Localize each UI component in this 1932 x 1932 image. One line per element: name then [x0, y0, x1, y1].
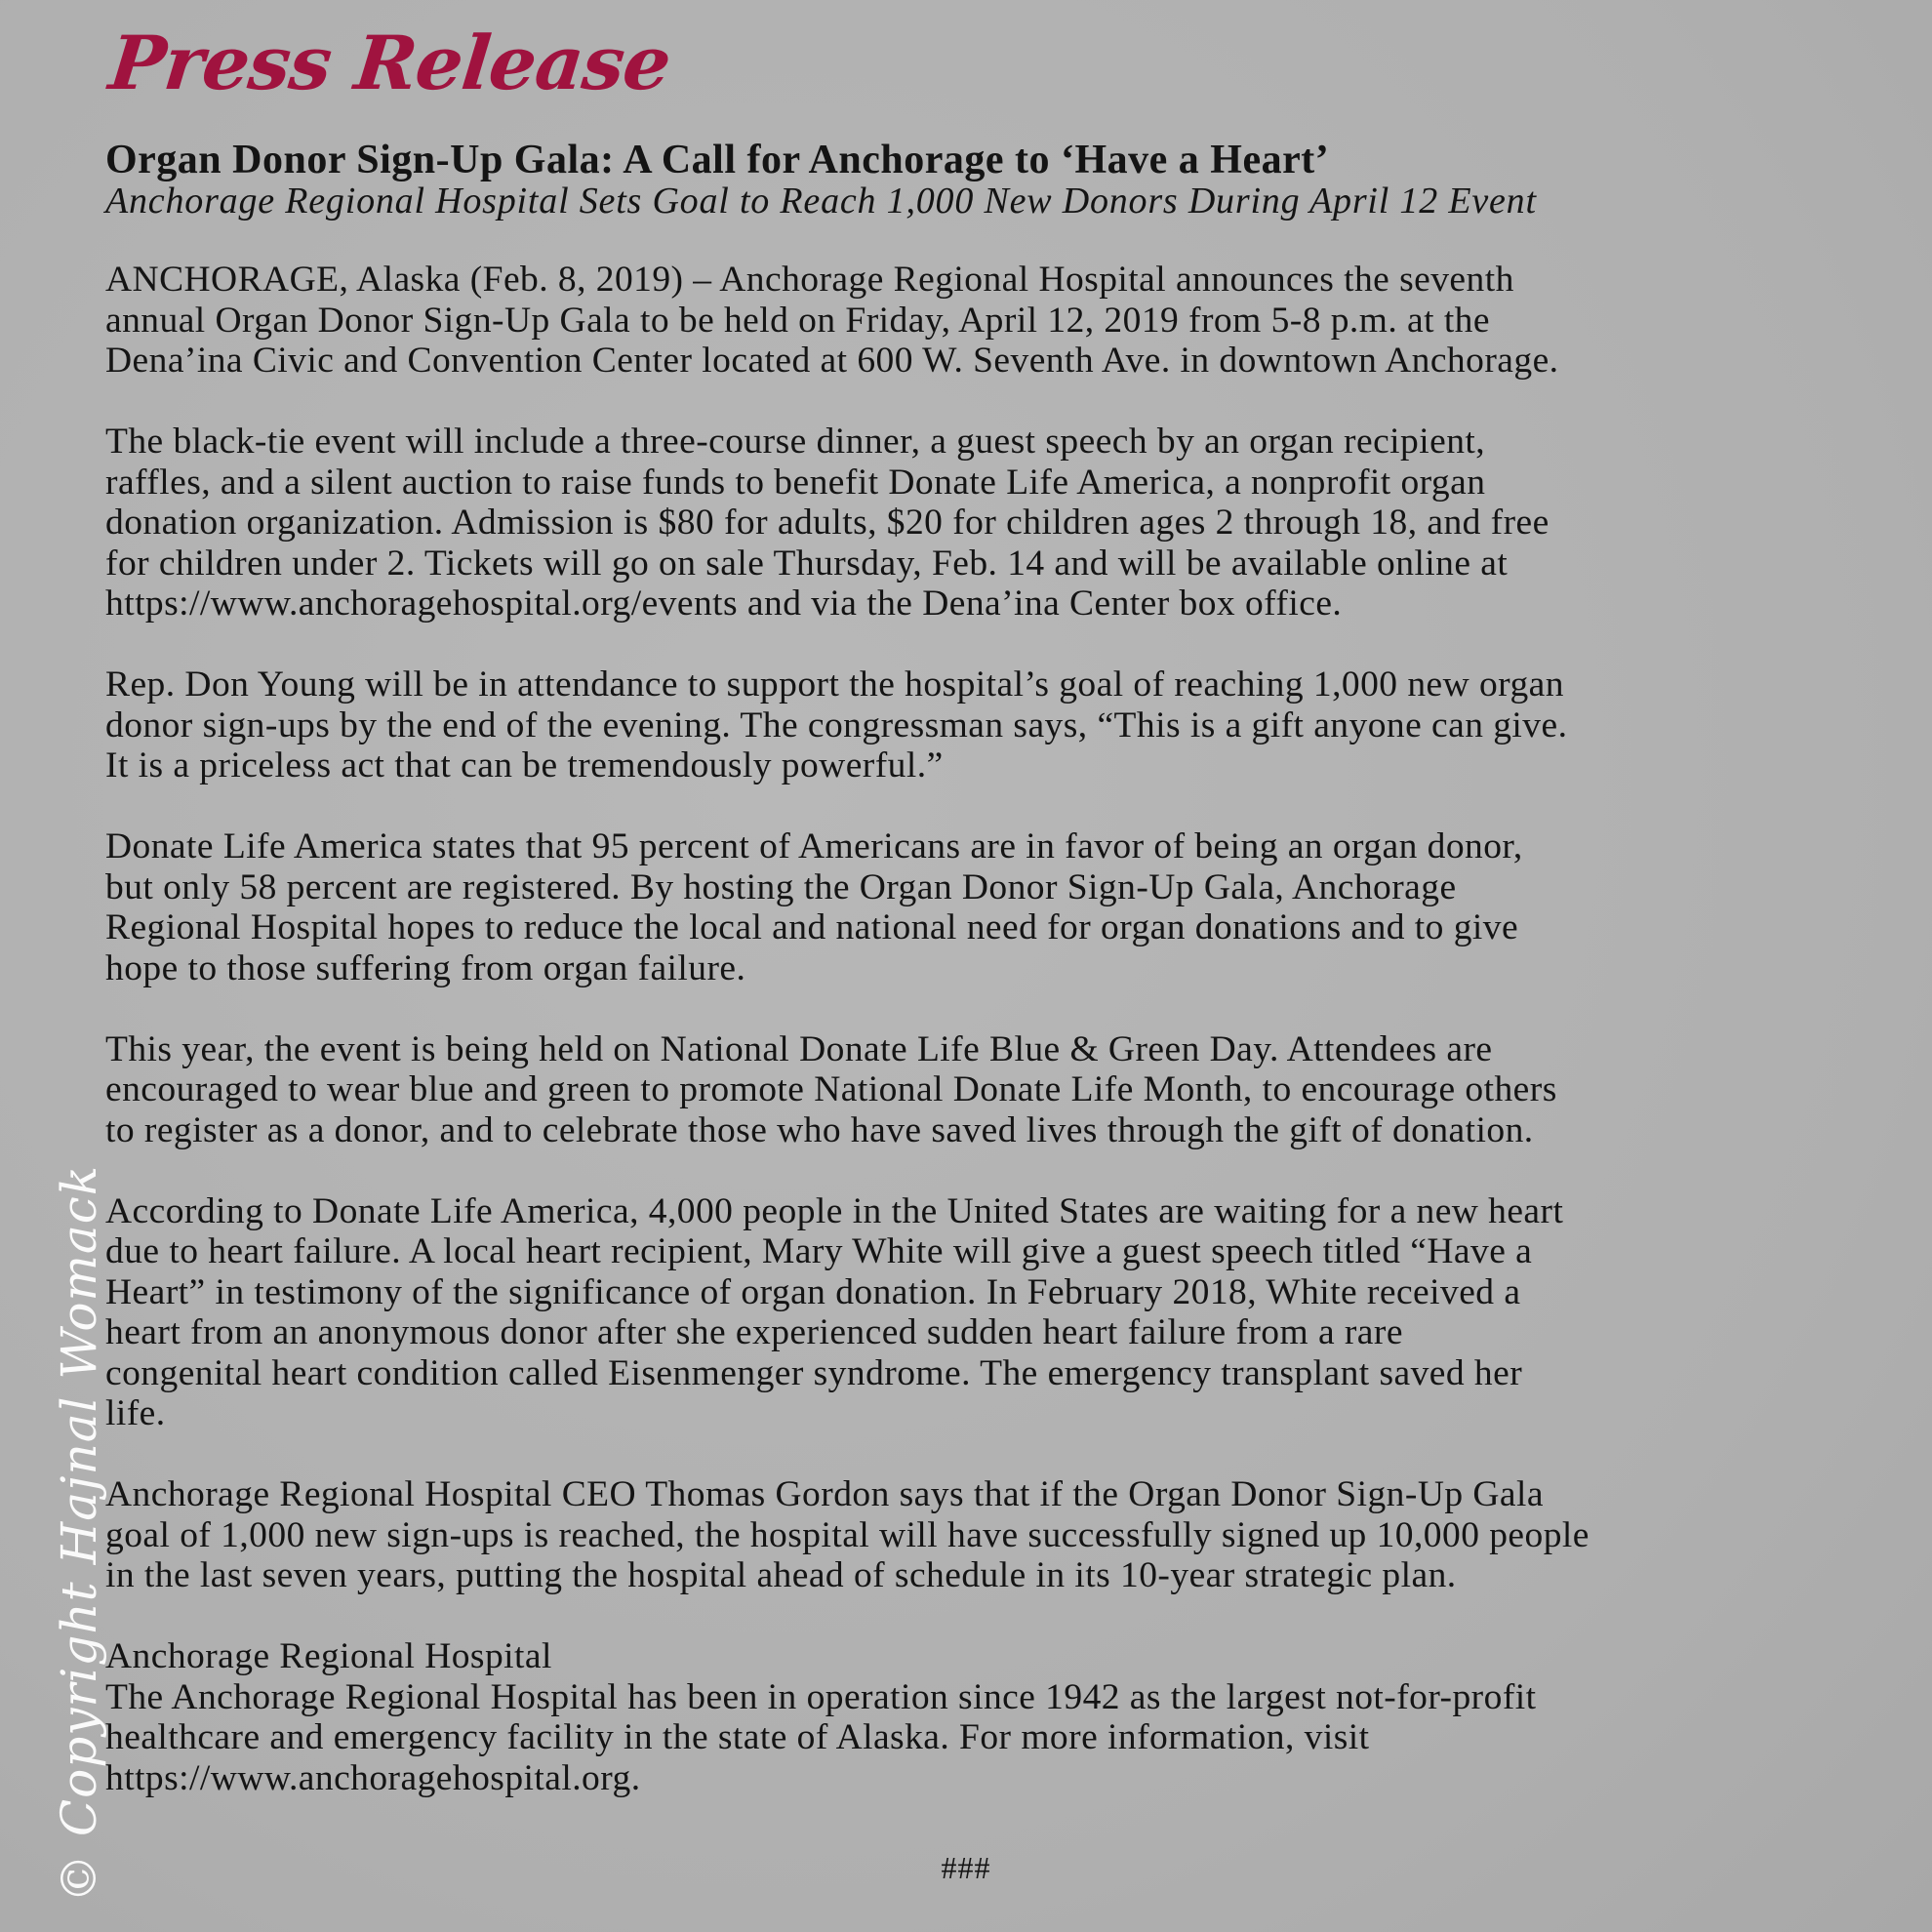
paragraph-line: The Anchorage Regional Hospital has been in operation since 1942 as the largest not-for-profit: [105, 1676, 1537, 1717]
paragraph-line: According to Donate Life America, 4,000 people in the United States are waiting for a new heart: [105, 1190, 1564, 1231]
paragraph-event-details: [105, 422, 1803, 624]
paragraph-ceo: [105, 1474, 1803, 1596]
paragraph-line: to register as a donor, and to celebrate those who have saved lives through the gift of donation.: [105, 1109, 1534, 1150]
paragraph-line: This year, the event is being held on National Donate Life Blue & Green Day. Attendees are: [105, 1028, 1493, 1069]
paragraph-line: due to heart failure. A local heart recipient, Mary White will give a guest speech titled “Have a: [105, 1231, 1533, 1271]
copyright-watermark: © Copyright Hajnal Womack: [51, 1164, 107, 1903]
paragraph-line: but only 58 percent are registered. By hosting the Organ Donor Sign-Up Gala, Anchorage: [105, 866, 1457, 907]
release-body: [105, 260, 1803, 1798]
paragraph-line: Donate Life America states that 95 percent of Americans are in favor of being an organ donor,: [105, 826, 1523, 866]
paragraph-announcement: [105, 260, 1803, 382]
paragraph-heart-recipient: [105, 1191, 1803, 1434]
paragraph-line: https://www.anchoragehospital.org.: [105, 1757, 641, 1798]
paragraph-line: The black-tie event will include a three-course dinner, a guest speech by an organ recipient,: [105, 422, 1486, 462]
paragraph-line: heart from an anonymous donor after she experienced sudden heart failure from a rare: [105, 1312, 1403, 1352]
about-section: [105, 1636, 1803, 1798]
paragraph-line: congenital heart condition called Eisenmenger syndrome. The emergency transplant saved her: [105, 1352, 1523, 1393]
paragraph-line: donation organization. Admission is $80 for adults, $20 for children ages 2 through 18, and free: [105, 503, 1550, 543]
paragraph-line: donor sign-ups by the end of the evening. The congressman says, “This is a gift anyone can give.: [105, 704, 1568, 745]
paragraph-line: encouraged to wear blue and green to promote National Donate Life Month, to encourage others: [105, 1069, 1557, 1109]
paragraph-line: Dena’ina Civic and Convention Center located at 600 W. Seventh Ave. in downtown Anchorage.: [105, 341, 1559, 381]
paragraph-line: Heart” in testimony of the significance of organ donation. In February 2018, White received a: [105, 1271, 1521, 1312]
paragraph-line: Anchorage Regional Hospital CEO Thomas Gordon says that if the Organ Donor Sign-Up Gala: [105, 1474, 1544, 1514]
paragraph-line: life.: [105, 1393, 166, 1433]
press-release-title: Press Release: [105, 20, 675, 106]
end-mark: ###: [941, 1850, 991, 1885]
paragraph-blue-green-day: [105, 1029, 1803, 1151]
paragraph-line: raffles, and a silent auction to raise funds to benefit Donate Life America, a nonprofit organ: [105, 462, 1486, 503]
paragraph-line: in the last seven years, putting the hospital ahead of schedule in its 10-year strategic plan.: [105, 1555, 1457, 1595]
paragraph-line: ANCHORAGE, Alaska (Feb. 8, 2019) – Anchorage Regional Hospital announces the seventh: [105, 260, 1514, 300]
paragraph-statistics: [105, 826, 1803, 988]
subheadline: Anchorage Regional Hospital Sets Goal to Reach 1,000 New Donors During April 12 Event: [105, 181, 1537, 221]
paragraph-line: Regional Hospital hopes to reduce the local and national need for organ donations and to give: [105, 907, 1519, 947]
paragraph-line: It is a priceless act that can be tremendously powerful.”: [105, 745, 944, 785]
about-heading: Anchorage Regional Hospital: [105, 1636, 552, 1676]
paragraph-line: Rep. Don Young will be in attendance to support the hospital’s goal of reaching 1,000 new organ: [105, 664, 1564, 704]
paragraph-line: healthcare and emergency facility in the state of Alaska. For more information, visit: [105, 1717, 1370, 1757]
paragraph-congressman: [105, 664, 1803, 786]
paragraph-line: https://www.anchoragehospital.org/events and via the Dena’ina Center box office.: [105, 584, 1343, 624]
paragraph-line: for children under 2. Tickets will go on sale Thursday, Feb. 14 and will be available online at: [105, 543, 1509, 584]
paragraph-line: hope to those suffering from organ failure.: [105, 947, 746, 988]
paragraph-line: goal of 1,000 new sign-ups is reached, the hospital will have successfully signed up 10,000 people: [105, 1514, 1590, 1555]
paragraph-line: annual Organ Donor Sign-Up Gala to be held on Friday, April 12, 2019 from 5-8 p.m. at the: [105, 300, 1490, 341]
headline: Organ Donor Sign-Up Gala: A Call for Anchorage to ‘Have a Heart’: [105, 138, 1330, 182]
